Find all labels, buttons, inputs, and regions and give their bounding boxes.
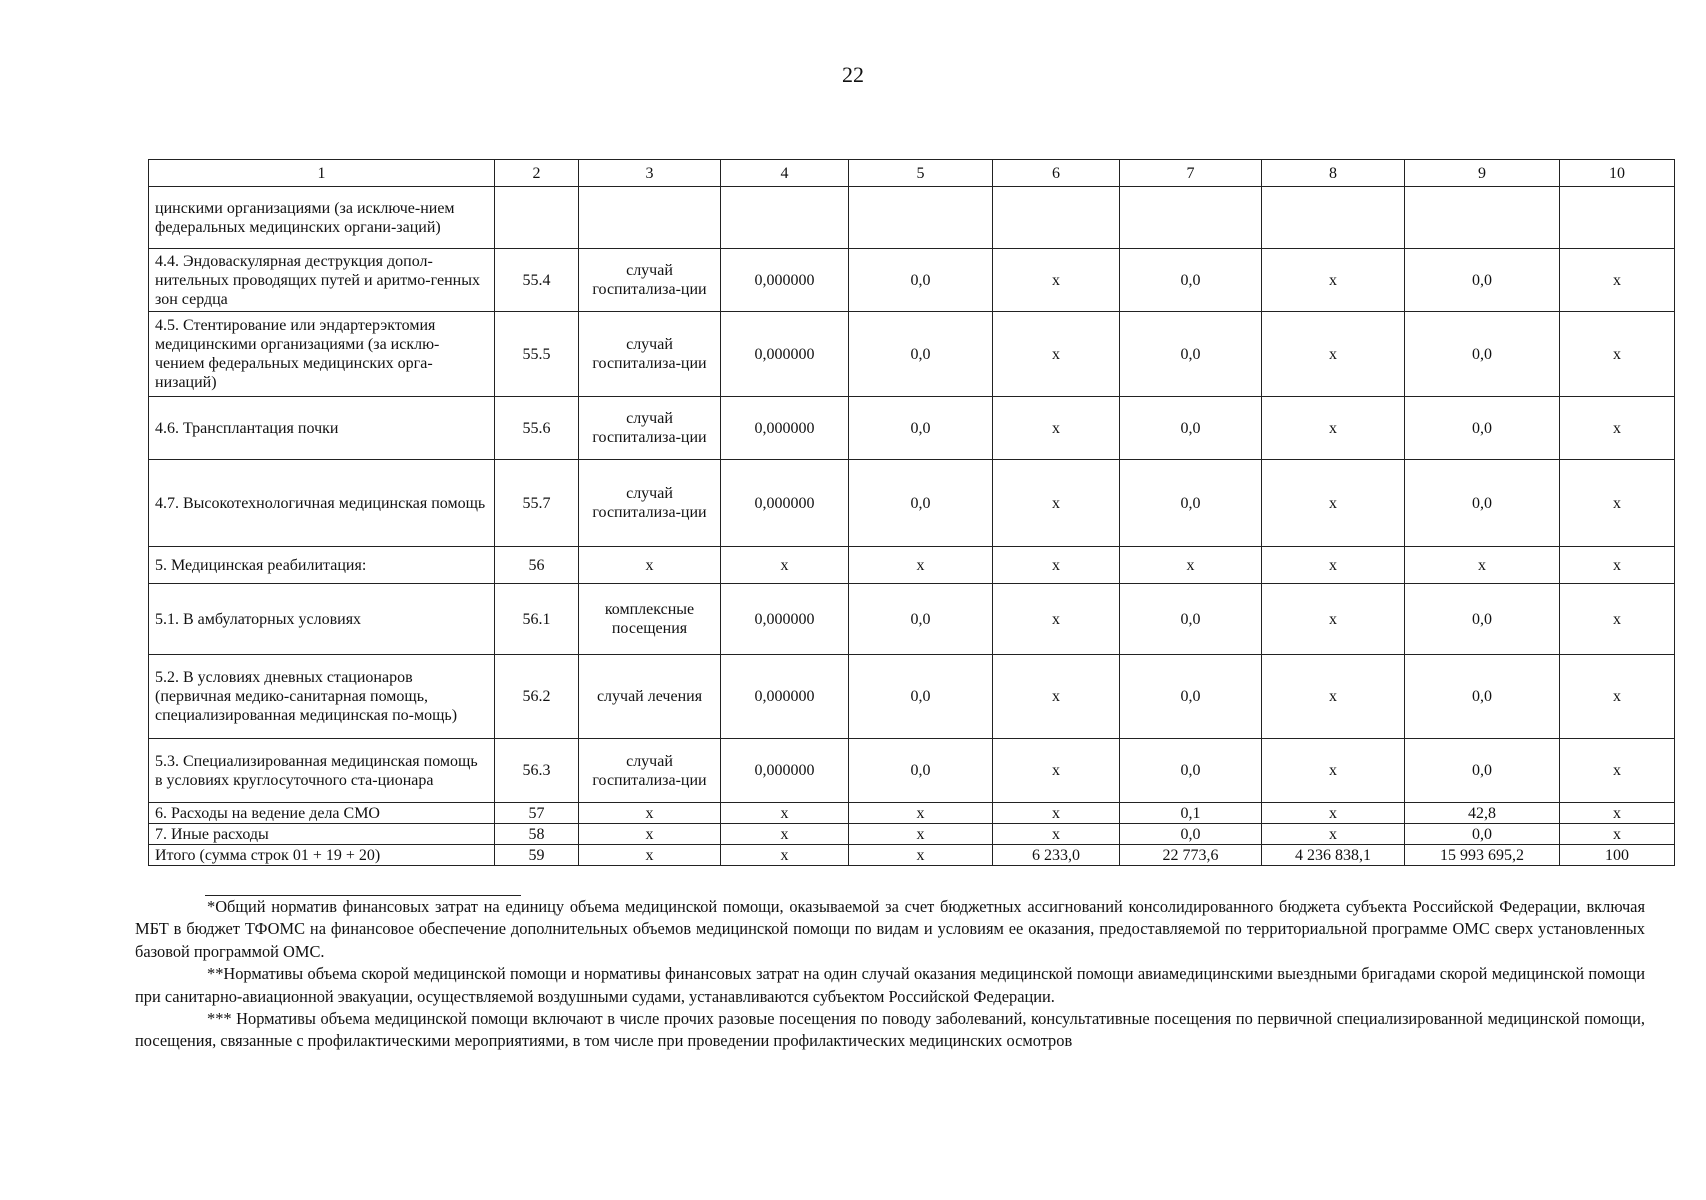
- table-cell: [993, 187, 1120, 249]
- table-row: [149, 312, 1675, 397]
- table-cell: [1120, 187, 1262, 249]
- table-cell: случай госпитализа-ции: [579, 460, 721, 547]
- column-number: 8: [1262, 160, 1405, 187]
- table-cell: x: [579, 845, 721, 866]
- table-cell: x: [1262, 655, 1405, 739]
- table-cell: 0,0: [1405, 312, 1560, 397]
- footnote: **Нормативы объема скорой медицинской помощи и нормативы финансовых затрат на один случай оказания медицинской помощи авиамедицинскими выездными бригадами скорой медицинской помощи при санитарно-авиационной эвакуации, осуществляемой воздушными судами, устанавливаются субъектом Российской Федерации.: [135, 964, 1645, 1006]
- table-cell: x: [993, 739, 1120, 803]
- table-cell: x: [993, 584, 1120, 655]
- table-cell: 0,0: [1120, 824, 1262, 845]
- table-cell: x: [993, 397, 1120, 460]
- table-cell: 4.4. Эндоваскулярная деструкция допол-нительных проводящих путей и аритмо-генных зон сердца: [149, 249, 495, 312]
- column-number: 5: [849, 160, 993, 187]
- table-cell: x: [1560, 824, 1675, 845]
- table-cell: Итого (сумма строк 01 + 19 + 20): [149, 845, 495, 866]
- table-cell: 59: [495, 845, 579, 866]
- table-cell: 57: [495, 803, 579, 824]
- table-cell: x: [1262, 739, 1405, 803]
- table-cell: x: [1560, 460, 1675, 547]
- table-cell: x: [1262, 824, 1405, 845]
- table-row: [149, 584, 1675, 655]
- table-cell: x: [993, 460, 1120, 547]
- table-cell: 55.6: [495, 397, 579, 460]
- expense-table: [148, 159, 1675, 866]
- table-cell: 0,0: [1405, 739, 1560, 803]
- table-cell: 0,0: [1120, 655, 1262, 739]
- table-cell: случай госпитализа-ции: [579, 312, 721, 397]
- table-cell: 0,000000: [721, 739, 849, 803]
- table-cell: x: [849, 824, 993, 845]
- table-cell: [721, 187, 849, 249]
- table-cell: x: [993, 249, 1120, 312]
- column-number: 1: [149, 160, 495, 187]
- table-cell: [579, 187, 721, 249]
- column-number: 4: [721, 160, 849, 187]
- table-cell: 0,0: [1405, 655, 1560, 739]
- table-cell: случай госпитализа-ции: [579, 249, 721, 312]
- table-cell: x: [993, 655, 1120, 739]
- table-row: [149, 397, 1675, 460]
- footnote: *** Нормативы объема медицинской помощи включают в числе прочих разовые посещения по поводу заболеваний, консультативные посещения по первичной специализированной медицинской помощи, посещения, связанные с профилактическими мероприятиями, в том числе при проведении профилактических медицинских осмотров: [135, 1009, 1645, 1051]
- table-cell: x: [849, 547, 993, 584]
- table-cell: x: [1262, 460, 1405, 547]
- table-cell: 0,0: [1120, 584, 1262, 655]
- table-cell: x: [993, 803, 1120, 824]
- table-body: [149, 187, 1675, 866]
- table-cell: 0,0: [1405, 460, 1560, 547]
- table-cell: x: [721, 845, 849, 866]
- table-cell: 0,0: [1405, 249, 1560, 312]
- table-cell: 15 993 695,2: [1405, 845, 1560, 866]
- table-row: [149, 249, 1675, 312]
- table-cell: x: [993, 824, 1120, 845]
- table-cell: 56.2: [495, 655, 579, 739]
- table-cell: 58: [495, 824, 579, 845]
- table-cell: 0,0: [1120, 460, 1262, 547]
- table-cell: 55.5: [495, 312, 579, 397]
- table-cell: 4.6. Трансплантация почки: [149, 397, 495, 460]
- table-cell: 56.3: [495, 739, 579, 803]
- table-cell: 6. Расходы на ведение дела СМО: [149, 803, 495, 824]
- table-cell: x: [579, 803, 721, 824]
- table-cell: [1405, 187, 1560, 249]
- table-cell: x: [1262, 547, 1405, 584]
- table-cell: x: [1560, 655, 1675, 739]
- table-cell: 0,000000: [721, 584, 849, 655]
- table-cell: 0,1: [1120, 803, 1262, 824]
- table-cell: 0,0: [849, 460, 993, 547]
- footnote: *Общий норматив финансовых затрат на единицу объема медицинской помощи, оказываемой за счет бюджетных ассигнований консолидированного бюджета субъекта Российской Федерации, включая МБТ в бюджет ТФОМС на финансовое обеспечение дополнительных объемов медицинской помощи по видам и условиям ее оказания, предоставляемой по территориальной программе ОМС сверх установленных базовой программой ОМС.: [135, 897, 1645, 961]
- table-cell: 56: [495, 547, 579, 584]
- table-cell: случай лечения: [579, 655, 721, 739]
- table-cell: комплексные посещения: [579, 584, 721, 655]
- table-cell: случай госпитализа-ции: [579, 397, 721, 460]
- table-cell: 55.7: [495, 460, 579, 547]
- table-cell: 7. Иные расходы: [149, 824, 495, 845]
- table-cell: [849, 187, 993, 249]
- column-number: 9: [1405, 160, 1560, 187]
- table-cell: 56.1: [495, 584, 579, 655]
- table-cell: x: [1560, 249, 1675, 312]
- table-cell: x: [1262, 803, 1405, 824]
- table-cell: 0,000000: [721, 460, 849, 547]
- table-cell: x: [849, 803, 993, 824]
- table-row: [149, 824, 1675, 845]
- table-cell: x: [849, 845, 993, 866]
- table-cell: x: [1560, 584, 1675, 655]
- table-row: [149, 739, 1675, 803]
- table-cell: 100: [1560, 845, 1675, 866]
- table-cell: цинскими организациями (за исключе-нием федеральных медицинских органи-заций): [149, 187, 495, 249]
- table-cell: 0,0: [849, 739, 993, 803]
- table-cell: x: [1120, 547, 1262, 584]
- table-cell: x: [579, 824, 721, 845]
- table-cell: 5.1. В амбулаторных условиях: [149, 584, 495, 655]
- table-cell: 0,0: [1120, 397, 1262, 460]
- table-cell: 0,0: [849, 249, 993, 312]
- table-cell: x: [993, 547, 1120, 584]
- table-cell: 22 773,6: [1120, 845, 1262, 866]
- table-cell: x: [993, 312, 1120, 397]
- table-cell: 0,0: [1405, 584, 1560, 655]
- table-cell: 0,0: [1120, 739, 1262, 803]
- table-cell: 6 233,0: [993, 845, 1120, 866]
- table-cell: 0,0: [1405, 397, 1560, 460]
- page-number: 22: [842, 62, 864, 87]
- table-cell: [1560, 187, 1675, 249]
- column-number: 2: [495, 160, 579, 187]
- table-cell: 0,0: [1405, 824, 1560, 845]
- table-row: [149, 187, 1675, 249]
- column-number: 10: [1560, 160, 1675, 187]
- table-cell: 0,0: [1120, 312, 1262, 397]
- table-cell: x: [1262, 249, 1405, 312]
- table-cell: 4 236 838,1: [1262, 845, 1405, 866]
- table-cell: [495, 187, 579, 249]
- table-cell: x: [1262, 584, 1405, 655]
- table-row: [149, 655, 1675, 739]
- table-cell: 42,8: [1405, 803, 1560, 824]
- table-cell: x: [1262, 312, 1405, 397]
- table-cell: 5. Медицинская реабилитация:: [149, 547, 495, 584]
- table-header-row: [149, 160, 1675, 187]
- column-number: 3: [579, 160, 721, 187]
- table-cell: x: [1560, 803, 1675, 824]
- table-cell: 0,0: [849, 584, 993, 655]
- table-cell: 0,0: [849, 397, 993, 460]
- column-number: 7: [1120, 160, 1262, 187]
- table-cell: 0,000000: [721, 312, 849, 397]
- table-cell: 5.2. В условиях дневных стационаров (первичная медико-санитарная помощь, специализированная медицинская по-мощь): [149, 655, 495, 739]
- table-cell: [1262, 187, 1405, 249]
- table-cell: 4.7. Высокотехнологичная медицинская помощь: [149, 460, 495, 547]
- table-cell: x: [579, 547, 721, 584]
- table-cell: x: [721, 824, 849, 845]
- table-cell: 0,0: [849, 655, 993, 739]
- table-cell: x: [721, 547, 849, 584]
- table-cell: x: [1405, 547, 1560, 584]
- table-cell: x: [721, 803, 849, 824]
- column-number: 6: [993, 160, 1120, 187]
- table-row: [149, 845, 1675, 866]
- table-cell: x: [1560, 312, 1675, 397]
- table-cell: случай госпитализа-ции: [579, 739, 721, 803]
- table-cell: x: [1560, 739, 1675, 803]
- table-cell: x: [1560, 397, 1675, 460]
- table-cell: 4.5. Стентирование или эндартерэктомия медицинскими организациями (за исклю-чением федеральных медицинских орга-низаций): [149, 312, 495, 397]
- table-cell: 0,0: [849, 312, 993, 397]
- table-cell: x: [1560, 547, 1675, 584]
- footnotes: [135, 896, 1645, 1053]
- table-row: [149, 547, 1675, 584]
- table-cell: 55.4: [495, 249, 579, 312]
- table-cell: 0,000000: [721, 397, 849, 460]
- table-cell: x: [1262, 397, 1405, 460]
- table-cell: 0,000000: [721, 249, 849, 312]
- table-row: [149, 460, 1675, 547]
- table-row: [149, 803, 1675, 824]
- table-cell: 5.3. Специализированная медицинская помощь в условиях круглосуточного ста-ционара: [149, 739, 495, 803]
- table-cell: 0,000000: [721, 655, 849, 739]
- table-cell: 0,0: [1120, 249, 1262, 312]
